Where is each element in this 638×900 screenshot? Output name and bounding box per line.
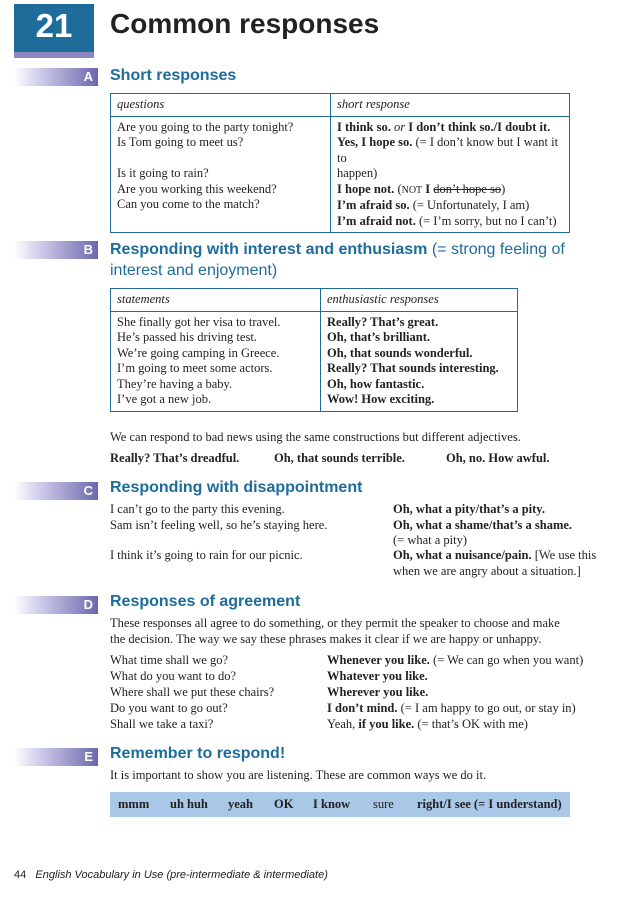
book-title: English Vocabulary in Use (pre-intermediate & intermediate) — [35, 869, 328, 881]
intro-line: It is important to show you are listening. These are common ways we do it. — [110, 768, 487, 782]
listening-word: uh huh — [170, 797, 208, 811]
question-line: What do you want to do? — [110, 669, 237, 683]
disappointment-note: (= what a pity) — [393, 533, 468, 547]
bad-news-response: Oh, that sounds terrible. — [274, 451, 405, 465]
table-header-short-response: short response — [331, 94, 570, 117]
enthusiastic-cell — [321, 311, 518, 411]
responses-cell — [331, 116, 570, 233]
response-line: Oh, how fantastic. — [327, 376, 425, 391]
question-line: Can you come to the match? — [117, 197, 260, 211]
intro-line: These responses all agree to do something, or they permit the speaker to choose and make — [110, 616, 560, 630]
response-line: Oh, that’s brilliant. — [327, 330, 431, 344]
unit-number: 21 — [35, 7, 73, 44]
question-line: Are you working this weekend? — [117, 181, 277, 196]
statement-line: She finally got her visa to travel. — [117, 314, 281, 329]
listening-words-bar — [110, 792, 570, 817]
listening-word: I know — [313, 797, 351, 811]
response-line: Really? That’s great. — [327, 314, 439, 329]
response-line: I’m afraid not. (= I’m sorry, but no I can’t) — [337, 213, 557, 228]
bad-news-response: Really? That’s dreadful. — [110, 451, 240, 465]
response-line: Really? That sounds interesting. — [327, 361, 499, 375]
agreement-response: Whenever you like. (= We can go when you want) — [327, 653, 584, 667]
unit-number-box — [14, 4, 94, 52]
listening-word: mmm — [118, 797, 150, 811]
section-b-heading: Responding with interest and enthusiasm (= strong feeling of interest and enjoyment) — [110, 241, 565, 279]
agreement-response: Whatever you like. — [327, 669, 428, 683]
response-line: Oh, that sounds wonderful. — [327, 345, 473, 360]
table-header-enthusiastic-responses: enthusiastic responses — [321, 289, 518, 312]
question-line: Is it going to rain? — [117, 166, 209, 180]
section-e-heading: Remember to respond! — [110, 745, 286, 762]
page-footer — [14, 869, 328, 881]
question-line: Do you want to go out? — [110, 701, 228, 715]
disappointment-response: Oh, what a pity/that’s a pity. — [393, 502, 545, 516]
short-responses-table — [110, 93, 570, 233]
response-line: Yes, I hope so. (= I don’t know but I want it to — [337, 135, 559, 165]
response-line: Wow! How exciting. — [327, 392, 435, 406]
bad-news-intro: We can respond to bad news using the same constructions but different adjectives. — [110, 430, 521, 444]
section-a-tab — [14, 68, 98, 86]
page-number: 44 — [14, 869, 27, 881]
section-d-tab — [14, 596, 98, 614]
table-header-questions: questions — [111, 94, 331, 117]
bad-news-response: Oh, no. How awful. — [446, 451, 550, 465]
questions-cell — [111, 116, 331, 233]
response-line: I think so. or I don’t think so./I doubt it. — [337, 119, 551, 134]
listening-word: OK — [274, 797, 294, 811]
statement-line: Sam isn’t feeling well, so he’s staying here. — [110, 518, 328, 532]
section-a-letter: A — [83, 69, 93, 84]
agreement-response: Yeah, if you like. (= that’s OK with me) — [327, 717, 528, 731]
response-line: I’m afraid so. (= Unfortunately, I am) — [337, 198, 530, 212]
section-d-letter: D — [83, 597, 93, 612]
question-line: Shall we take a taxi? — [110, 717, 214, 731]
section-a-heading: Short responses — [110, 67, 237, 84]
disappointment-note: when we are angry about a situation.] — [393, 564, 581, 578]
statement-line: I think it’s going to rain for our picnic. — [110, 548, 303, 562]
statement-line: They’re having a baby. — [117, 376, 233, 391]
agreement-response: I don’t mind. (= I am happy to go out, or stay in) — [327, 701, 576, 715]
listening-word: sure — [373, 797, 394, 811]
section-e-letter: E — [84, 749, 93, 764]
question-line: Are you going to the party tonight? — [117, 119, 294, 134]
intro-line: the decision. The way we say these phrases makes it clear if we are happy or unhappy. — [110, 632, 542, 646]
question-line: Where shall we put these chairs? — [110, 685, 275, 699]
disappointment-response: Oh, what a shame/that’s a shame. — [393, 518, 573, 532]
table-header-statements: statements — [111, 289, 321, 312]
enthusiastic-responses-table — [110, 288, 518, 412]
section-b-tab — [14, 241, 98, 259]
section-c-heading: Responding with disappointment — [110, 479, 363, 496]
statement-line: I’m going to meet some actors. — [117, 361, 273, 375]
section-e-tab — [14, 748, 98, 766]
response-line: happen) — [337, 166, 378, 180]
section-c-tab — [14, 482, 98, 500]
question-line: What time shall we go? — [110, 653, 229, 667]
disappointment-response: Oh, what a nuisance/pain. [We use this — [393, 548, 597, 562]
page-title: Common responses — [110, 8, 380, 39]
statement-line: He’s passed his driving test. — [117, 330, 257, 344]
statement-line: I can’t go to the party this evening. — [110, 502, 285, 516]
response-line: I hope not. (NOT I don’t hope so) — [337, 181, 506, 196]
agreement-response: Wherever you like. — [327, 685, 429, 699]
listening-word: yeah — [228, 797, 253, 811]
listening-word: right/I see (= I understand) — [417, 797, 562, 811]
section-d-heading: Responses of agreement — [110, 593, 301, 610]
unit-number-underline — [14, 52, 94, 58]
statement-line: I’ve got a new job. — [117, 392, 212, 406]
section-b-letter: B — [83, 242, 93, 257]
question-line: Is Tom going to meet us? — [117, 135, 244, 149]
section-c-letter: C — [83, 483, 93, 498]
statements-cell — [111, 311, 321, 411]
statement-line: We’re going camping in Greece. — [117, 345, 280, 360]
